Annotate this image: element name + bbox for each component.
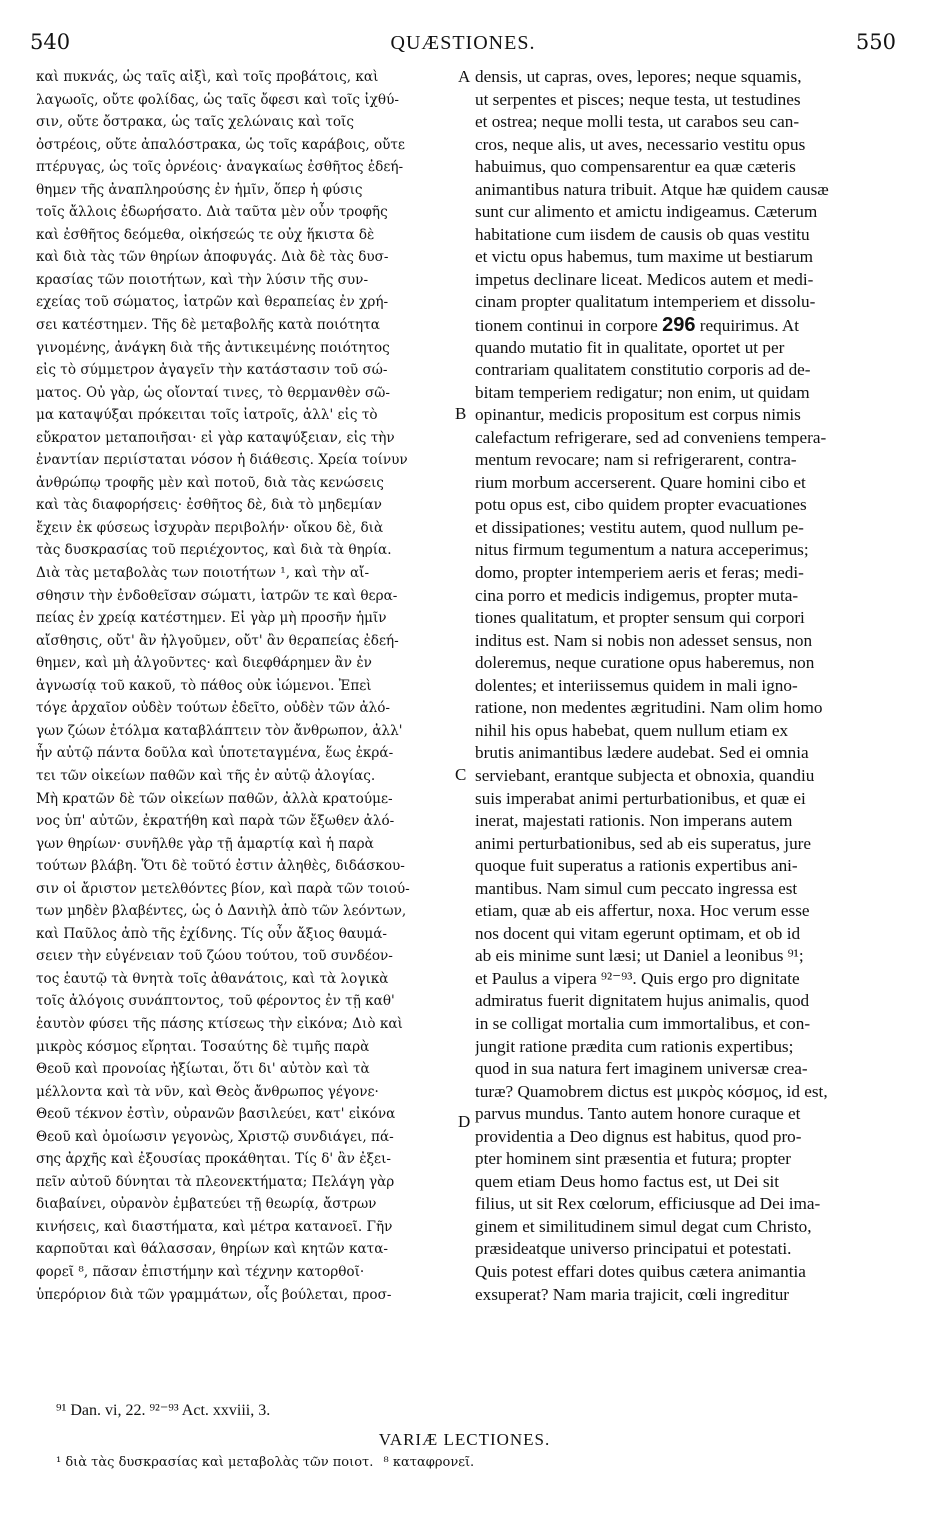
latin-text-line: quando mutatio fit in qualitate, oportet ut per xyxy=(475,337,785,357)
latin-text-line: inerat, majestati rationis. Non imperans autem xyxy=(475,811,793,831)
greek-text-line: μέλλοντα καὶ τὰ νῦν, καὶ Θεὸς ἄνθρωπος γέγονε· xyxy=(36,1083,379,1100)
greek-text-line: εὔκρατον μεταποιῆσαι· εἰ γὰρ καταψύξειαν, εἰς τὴν xyxy=(36,429,395,446)
greek-text-line: σης ἀρχῆς καὶ ἐξουσίας προκάθηται. Τίς δ' ἂν ἐξει- xyxy=(36,1151,391,1168)
latin-text-line: parvus mundus. Tanto autem honore curaque et xyxy=(475,1104,801,1124)
greek-text-line: ἑαυτὸν φύσει τῆς πάσης κτίσεως τὴν εἰκόνα; Διὸ καὶ xyxy=(36,1015,403,1032)
latin-text-line: dolentes; et interiissemus quidem in mali igno- xyxy=(475,675,798,695)
latin-text-line: pter hominem sint præsentia et futura; propter xyxy=(475,1149,791,1169)
variae-lectiones-title: VARIÆ LECTIONES. xyxy=(378,1430,551,1449)
greek-text-line: πείας ἐν χρείᾳ κατέστημεν. Εἰ γὰρ μὴ προσῆν ἡμῖν xyxy=(36,610,387,627)
greek-text-line: ἀνθρώπῳ τροφῆς μὲν καὶ ποτοῦ, διὰ τὰς κενώσεις xyxy=(36,474,384,491)
latin-text-line: et dissipationes; vestitu autem, quod nullum pe- xyxy=(475,517,804,537)
latin-text-line: et ostrea; neque molli testa, ut carabos seu can- xyxy=(475,112,800,132)
greek-text-line: τούτων βλάβη. Ὅτι δὲ τοῦτό ἐστιν ἀληθὲς, διδάσκου- xyxy=(36,858,405,875)
latin-text-line: potu opus est, cibo quidem propter evacuationes xyxy=(475,495,807,515)
greek-text-line: λαγωοῖς, οὔτε φολίδας, ὡς ταῖς ὄφεσι καὶ τοῖς ἰχθύ- xyxy=(36,91,399,108)
latin-text-line: præsideatque universo principatui et potestati. xyxy=(475,1239,792,1259)
latin-text-line: et victu opus habemus, tum maxime ut bestiarum xyxy=(475,247,813,267)
latin-text-line: jungit ratione prædita cum rationis expertibus; xyxy=(475,1036,794,1056)
latin-text-line: et Paulus a vipera ⁹²⁻⁹³. Quis ergo pro dignitate xyxy=(475,968,800,988)
greek-text-line: τοῖς ἄλλοις ἐδωρήσατο. Διὰ ταῦτα μὲν οὖν τροφῆς xyxy=(36,204,388,221)
latin-text-line: in se colligat mortalia cum immortalibus, et con- xyxy=(475,1013,811,1033)
latin-text-line: habuimus, quo compensarentur ea quæ cæteris xyxy=(475,157,796,177)
greek-text-line: των μηδὲν βλαβέντες, ὡς ὁ Δανιὴλ ἀπὸ τῶν λεόντων, xyxy=(36,903,407,920)
margin-marker-b: B xyxy=(455,404,467,423)
latin-text-line: sunt cur alimento et amictu indigeamus. Cæterum xyxy=(475,202,818,222)
greek-text-line: αἴσθησις, οὔτ' ἂν ἠλγοῦμεν, οὔτ' ἂν θεραπείας ἐδεή- xyxy=(36,632,399,649)
greek-text-line: γων ζώων ἐτόλμα καταβλάπτειν τὸν ἄνθρωπον, ἀλλ' xyxy=(36,722,403,739)
latin-text-line: contrariam qualitatem constitutio corporis ad de- xyxy=(475,360,811,380)
greek-text-line: καὶ πυκνάς, ὡς ταῖς αἰξὶ, καὶ τοῖς προβάτοις, καὶ xyxy=(36,69,379,85)
greek-text-line: Διὰ τὰς μεταβολὰς των ποιοτήτων ¹, καὶ τὴν αἴ- xyxy=(36,565,370,582)
greek-text-line: τει τῶν οἰκείων παθῶν καὶ τῆς ἐν αὐτῷ ἀλογίας. xyxy=(36,767,376,784)
latin-text-line: tionem continui in corpore 296 requirimus. At xyxy=(475,314,800,337)
latin-text-line: habitatione cum iisdem de causis ob quas vestitu xyxy=(475,224,810,244)
margin-marker-c: C xyxy=(455,765,467,784)
latin-text-line: domo, propter intemperiem aeris et feras; medi- xyxy=(475,563,804,583)
latin-text-line: ginem et similitudinem simul degat cum Christo, xyxy=(475,1216,812,1236)
left-page-number: 540 xyxy=(30,30,71,54)
greek-text-line: ὀστρέοις, οὔτε ἀπαλόστρακα, ὡς τοῖς καράβοις, οὔτε xyxy=(36,136,405,153)
latin-text-line: tiones qualitatum, et propter sensum qui corpori xyxy=(475,608,805,628)
greek-text-line: κρασίας τῶν ποιοτήτων, καὶ τὴν λύσιν τῆς συν- xyxy=(36,271,369,288)
latin-text-line: animi perturbationibus, sed ab eis superatus, jure xyxy=(475,833,812,853)
latin-text-line: providentia a Deo dignus est habitus, quod pro- xyxy=(475,1126,802,1146)
latin-text-line: animantibus natura tribuit. Atque hæ quidem causæ xyxy=(475,179,829,199)
latin-text-line: ratione, non medentes ægritudini. Nam olim homo xyxy=(475,698,823,718)
latin-text-line: rium morbum accerserent. Quare homini cibo et xyxy=(475,472,806,492)
greek-text-line: φορεῖ ⁸, πᾶσαν ἐπιστήμην καὶ τέχνην κατορθοῖ· xyxy=(36,1263,365,1280)
latin-text-line: cros, neque alis, ut aves, necessario vestitu opus xyxy=(475,134,806,154)
latin-column xyxy=(475,66,897,1306)
greek-text-line: σειεν τὴν εὐγένειαν τοῦ ζώου τούτου, τοῦ συνδέον- xyxy=(36,948,393,965)
greek-text-line: σιν οἱ ἄριστον μετελθόντες βίον, καὶ παρὰ τῶν τοιού- xyxy=(36,880,410,897)
greek-text-line: τὰς δυσκρασίας τοῦ περιέχοντος, καὶ διὰ τὰ θηρία. xyxy=(36,542,392,559)
greek-text-line: ἐναντίαν περιίσταται νόσον ἡ διάθεσις. Χρεία τοίνυν xyxy=(36,452,408,469)
greek-text-line: θημεν τῆς ἀναπληρούσης ἐν ἡμῖν, ὅπερ ἡ φύσις xyxy=(36,181,363,198)
latin-text-line: quod in sua natura fert imaginem universæ crea- xyxy=(475,1059,808,1079)
greek-text-line: καὶ Παῦλος ἀπὸ τῆς ἐχίδνης. Τίς οὖν ἄξιος θαυμά- xyxy=(36,925,388,942)
greek-text-line: σει κατέστημεν. Τῆς δὲ μεταβολῆς κατὰ ποιότητα xyxy=(36,317,380,334)
variant-note-1: ¹ διὰ τὰς δυσκρασίας καὶ μεταβολὰς τῶν ποιοτ. xyxy=(56,1455,374,1470)
greek-text-line: μα καταψύξαι πρόκειται τοῖς ἰατροῖς, ἀλλ' εἰς τὸ xyxy=(36,407,378,424)
greek-text-line: πτέρυγας, ὡς τοῖς ὀρνέοις· ἀναγκαίως ἐσθῆτος ἐδεή- xyxy=(36,159,404,176)
greek-text-line: κινήσεις, καὶ διαστήματα, καὶ μέτρα κατανοεῖ. Γῆν xyxy=(36,1218,393,1235)
greek-text-line: Θεοῦ καὶ προνοίας ἠξίωται, ὅτι δι' αὐτὸν καὶ τὰ xyxy=(36,1061,370,1078)
latin-text-line: quem etiam Deus homo factus est, ut Dei sit xyxy=(475,1171,780,1191)
margin-marker-a: A xyxy=(458,67,471,86)
greek-text-line: καὶ τὰς διαφορήσεις· ἐσθῆτος δὲ, διὰ τὸ μηδεμίαν xyxy=(36,497,382,514)
latin-text-line: cinam propter qualitatum intemperiem et dissolu- xyxy=(475,292,816,312)
greek-text-line: τος ἑαυτῷ τὰ θνητὰ τοῖς ἀθανάτοις, καὶ τὰ λογικὰ xyxy=(36,970,389,987)
greek-text-line: τοῖς ἀλόγοις συνάπτοντος, τοῦ φέροντος ἐν τῇ καθ' xyxy=(36,993,395,1010)
latin-text-line: calefactum refrigerare, sed ad conveniens tempera- xyxy=(475,427,827,447)
latin-text-line: ut serpentes et pisces; neque testa, ut testudines xyxy=(475,89,801,109)
latin-text-line: mantibus. Nam simul cum peccato ingressa est xyxy=(475,878,798,898)
greek-text-line: μικρὸς κόσμος εἴρηται. Τοσαύτης δὲ τιμῆς παρὰ xyxy=(36,1038,370,1055)
inline-page-reference: 296 xyxy=(662,314,696,337)
latin-text-line: suis imperabat animi perturbationibus, et quæ ei xyxy=(475,788,806,808)
latin-text-line: etiam, quæ ab eis affertur, noxa. Hoc verum esse xyxy=(475,901,810,921)
greek-text-line: σθησιν τὴν ἐνδοθεῖσαν σώματι, ἰατρῶν τε καὶ θερα- xyxy=(36,587,398,604)
latin-text-line: impetus declinare liceat. Medicos autem et medi- xyxy=(475,269,814,289)
greek-text-line: ὑπερόριον διὰ τῶν γραμμάτων, οἷς βούλεται, προσ- xyxy=(36,1286,392,1303)
latin-text-line: inditus est. Nam si nobis non adesset sensus, non xyxy=(475,630,813,650)
greek-text-line: Θεοῦ τέκνον ἐστὶν, οὐρανῶν βασιλεύει, κατ' εἰκόνα xyxy=(36,1106,396,1123)
latin-text-line: brutis animantibus lædere audebat. Sed ei omnia xyxy=(475,743,809,763)
greek-text-line: σιν, οὔτε ὄστρακα, ὡς ταῖς χελώναις καὶ τοῖς xyxy=(36,114,354,131)
latin-text-line: nihil his opus habebat, quem nullum etiam ex xyxy=(475,720,789,740)
running-title: QUÆSTIONES. xyxy=(390,32,536,54)
latin-text-line: ab eis minime sunt læsi; ut Daniel a leonibus ⁹¹; xyxy=(475,946,804,966)
latin-text-line: bitam temperiem redigatur; non enim, ut quidam xyxy=(475,382,810,402)
latin-text-line: nitus firmum tegumentum a natura acceperimus; xyxy=(475,540,809,560)
greek-text-line: νος ὑπ' αὐτῶν, ἐκρατήθη καὶ παρὰ τῶν ἔξωθεν ἀλό- xyxy=(36,813,395,830)
greek-text-line: διαβαίνει, οὐρανὸν ἐμβατεύει τῇ θεωρίᾳ, ἄστρων xyxy=(36,1196,377,1213)
latin-text-line: filius, ut sit Rex cœlorum, efficiusque ad Dei ima- xyxy=(475,1194,821,1214)
latin-text-line: Quis potest effari dotes quibus cætera animantia xyxy=(475,1261,806,1281)
latin-text-line: densis, ut capras, oves, lepores; neque squamis, xyxy=(475,67,802,86)
greek-text-line: γινομένης, ἀνάγκη διὰ τῆς ἀντικειμένης ποιότητος xyxy=(36,339,390,356)
greek-text-line: τόγε ἀρχαῖον οὐδὲν τούτων ἐδεῖτο, οὐδὲν τῶν ἀλό- xyxy=(36,700,391,717)
latin-text-line: opinantur, medicis propositum est corpus nimis xyxy=(475,405,801,425)
variant-note-2: ⁸ καταφρονεῖ. xyxy=(383,1455,475,1470)
greek-text-line: ἀγνωσίᾳ τοῦ κακοῦ, τὸ πάθος οὐκ ἰώμενοι. Ἐπεὶ xyxy=(36,677,372,694)
latin-text-line: admiratus fuerit dignitatem hujus animalis, quod xyxy=(475,991,810,1011)
greek-text-line: εἰς τὸ σύμμετρον ἀγαγεῖν τὴν κατάστασιν τοῦ σώ- xyxy=(36,362,388,379)
latin-text-line: quoque fuit superatus a rationis expertibus ani- xyxy=(475,856,798,876)
right-page-number: 550 xyxy=(855,30,896,54)
greek-text-line: Θεοῦ καὶ ὁμοίωσιν γεγονὼς, Χριστῷ συνδιάγει, πά- xyxy=(36,1128,394,1145)
greek-text-line: πεῖν αὐτοῦ δύνηται τὰ πλεονεκτήματα; Πελάγη γὰρ xyxy=(36,1173,395,1190)
latin-text-line: serviebant, erantque subjecta et obnoxia, quandiu xyxy=(475,765,815,785)
greek-text-line: θημεν, καὶ μὴ ἀλγοῦντες· καὶ διεφθάρημεν ἂν ἐν xyxy=(36,655,372,672)
greek-text-line: Μὴ κρατῶν δὲ τῶν οἰκείων παθῶν, ἀλλὰ κρατούμε- xyxy=(36,790,393,807)
greek-text-line: ἦν αὐτῷ πάντα δοῦλα καὶ ὑποτεταγμένα, ἕως ἐκρά- xyxy=(36,745,394,762)
greek-column xyxy=(36,66,454,1306)
greek-text-line: εχείας τοῦ σώματος, ἰατρῶν καὶ θεραπείας ἐν χρή- xyxy=(36,294,389,311)
greek-text-line: καὶ ἐσθῆτος δεόμεθα, οἰκήσεώς τε οὐχ ἥκιστα δὲ xyxy=(36,226,375,243)
greek-text-line: καρποῦται καὶ θάλασσαν, θηρίων καὶ κητῶν κατα- xyxy=(36,1241,388,1258)
latin-text-line: exsuperat? Nam maria trajicit, cœli ingreditur xyxy=(475,1284,790,1304)
page-header xyxy=(30,30,896,70)
latin-text-line: nos docent qui vitam egerunt optimam, et ob id xyxy=(475,923,801,943)
latin-text-line: turæ? Quamobrem dictus est μικρὸς κόσμος, id est, xyxy=(475,1081,828,1101)
greek-text-line: καὶ διὰ τὰς τῶν θηρίων ἀποφυγάς. Διὰ δὲ τὰς δυσ- xyxy=(36,249,389,266)
latin-text-line: cina porro et medicis indigemus, propter muta- xyxy=(475,585,799,605)
latin-text-line: mentum revocare; nam si refrigerarent, contra- xyxy=(475,450,797,470)
margin-marker-d: D xyxy=(458,1112,471,1131)
variae-lectiones-notes xyxy=(56,1455,480,1470)
greek-text-line: ἔχειν ἐκ φύσεως ἰσχυρὰν περιβολήν· οἴκου δὲ, διὰ xyxy=(36,519,384,536)
greek-text-line: γων θηρίων· συνῆλθε γὰρ τῇ ἁμαρτίᾳ καὶ ἡ παρὰ xyxy=(36,835,374,852)
latin-text-line: doleremus, neque curatione opus haberemus, non xyxy=(475,653,815,673)
scripture-footnote: ⁹¹ Dan. vi, 22. ⁹²⁻⁹³ Act. xxviii, 3. xyxy=(56,1402,271,1419)
greek-text-line: ματος. Οὐ γὰρ, ὡς οἴονταί τινες, τὸ θερμανθὲν σῶ- xyxy=(36,384,390,401)
